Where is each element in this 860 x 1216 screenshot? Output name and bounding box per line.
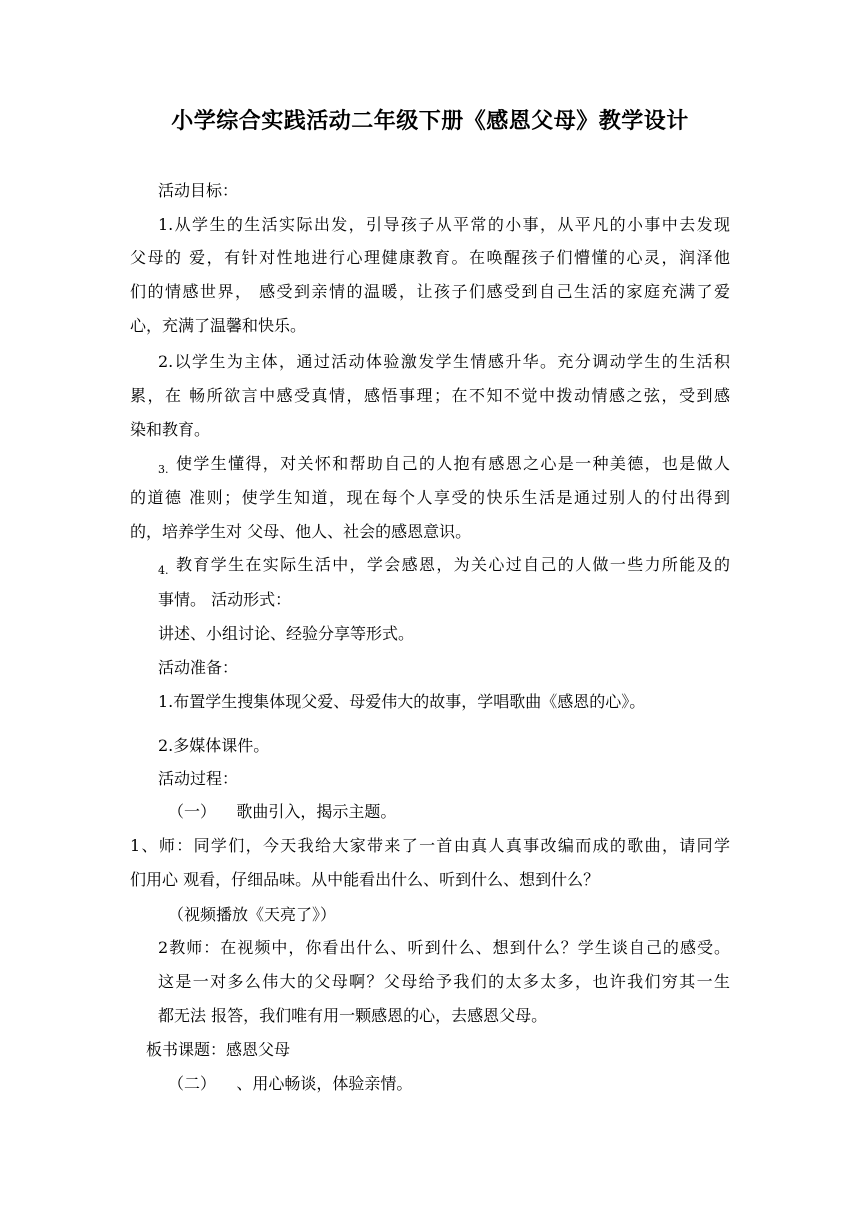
text-line: 1、师：同学们，今天我给大家带来了一首由真人真事改编而成的歌曲，请同学 bbox=[130, 836, 730, 855]
text-line: 使学生懂得，对关怀和帮助自己的人抱有感恩之心是一种美德，也是做人 bbox=[176, 454, 730, 473]
item-number: 3. bbox=[158, 463, 169, 476]
text-line: 都无法 报答，我们唯有用一颗感恩的心，去感恩父母。 bbox=[158, 1006, 548, 1025]
text-line: 2教师：在视频中，你看出什么、听到什么、想到什么？学生谈自己的感受。 bbox=[158, 938, 730, 957]
section-heading: （一） 歌曲引入，揭示主题。 bbox=[168, 802, 397, 821]
document-title: 小学综合实践活动二年级下册《感恩父母》教学设计 bbox=[171, 109, 689, 134]
text-line: 活动准备： bbox=[158, 658, 239, 677]
text-line: 的，培养学生对 父母、他人、社会的感恩意识。 bbox=[130, 522, 472, 541]
text-line: 们用心 观看，仔细品味。从中能看出什么、听到什么、想到什么？ bbox=[130, 870, 600, 889]
text-line: 教育学生在实际生活中，学会感恩，为关心过自己的人做一些力所能及的 bbox=[176, 555, 730, 574]
text-line: 们的情感世界， 感受到亲情的温暖，让孩子们感受到自己生活的家庭充满了爱 bbox=[130, 282, 730, 301]
item-number: 4. bbox=[158, 564, 169, 577]
text-line: 染和教育。 bbox=[130, 420, 211, 439]
text-line: （视频播放《天亮了》） bbox=[168, 905, 337, 924]
text-line: 事情。 活动形式： bbox=[158, 590, 292, 609]
text-line: 这是一对多么伟大的父母啊？父母给予我们的太多太多，也许我们穷其一生 bbox=[158, 972, 730, 991]
text-line: 2.以学生为主体，通过活动体验激发学生情感升华。充分调动学生的生活积 bbox=[158, 352, 730, 371]
text-line: 板书课题：感恩父母 bbox=[146, 1040, 291, 1059]
text-line: 累，在 畅所欲言中感受真情，感悟事理；在不知不觉中拨动情感之弦，受到感 bbox=[130, 386, 730, 405]
text-line: 心，充满了温馨和快乐。 bbox=[130, 316, 307, 335]
section-heading: （二） 、用心畅谈，体验亲情。 bbox=[168, 1074, 413, 1093]
text-line: 活动目标： bbox=[158, 181, 239, 200]
text-line: 父母的 爱，有针对性地进行心理健康教育。在唤醒孩子们懵懂的心灵，润泽他 bbox=[130, 248, 730, 267]
text-line: 1.从学生的生活实际出发，引导孩子从平常的小事，从平凡的小事中去发现 bbox=[158, 215, 730, 234]
text-line: 1.布置学生搜集体现父爱、母爱伟大的故事，学唱歌曲《感恩的心》。 bbox=[158, 692, 646, 711]
text-line: 2.多媒体课件。 bbox=[158, 736, 270, 755]
text-line: 活动过程： bbox=[158, 769, 239, 788]
text-line: 讲述、小组讨论、经验分享等形式。 bbox=[158, 624, 415, 643]
text-line: 的道德 准则；使学生知道，现在每个人享受的快乐生活是通过别人的付出得到 bbox=[130, 488, 730, 507]
